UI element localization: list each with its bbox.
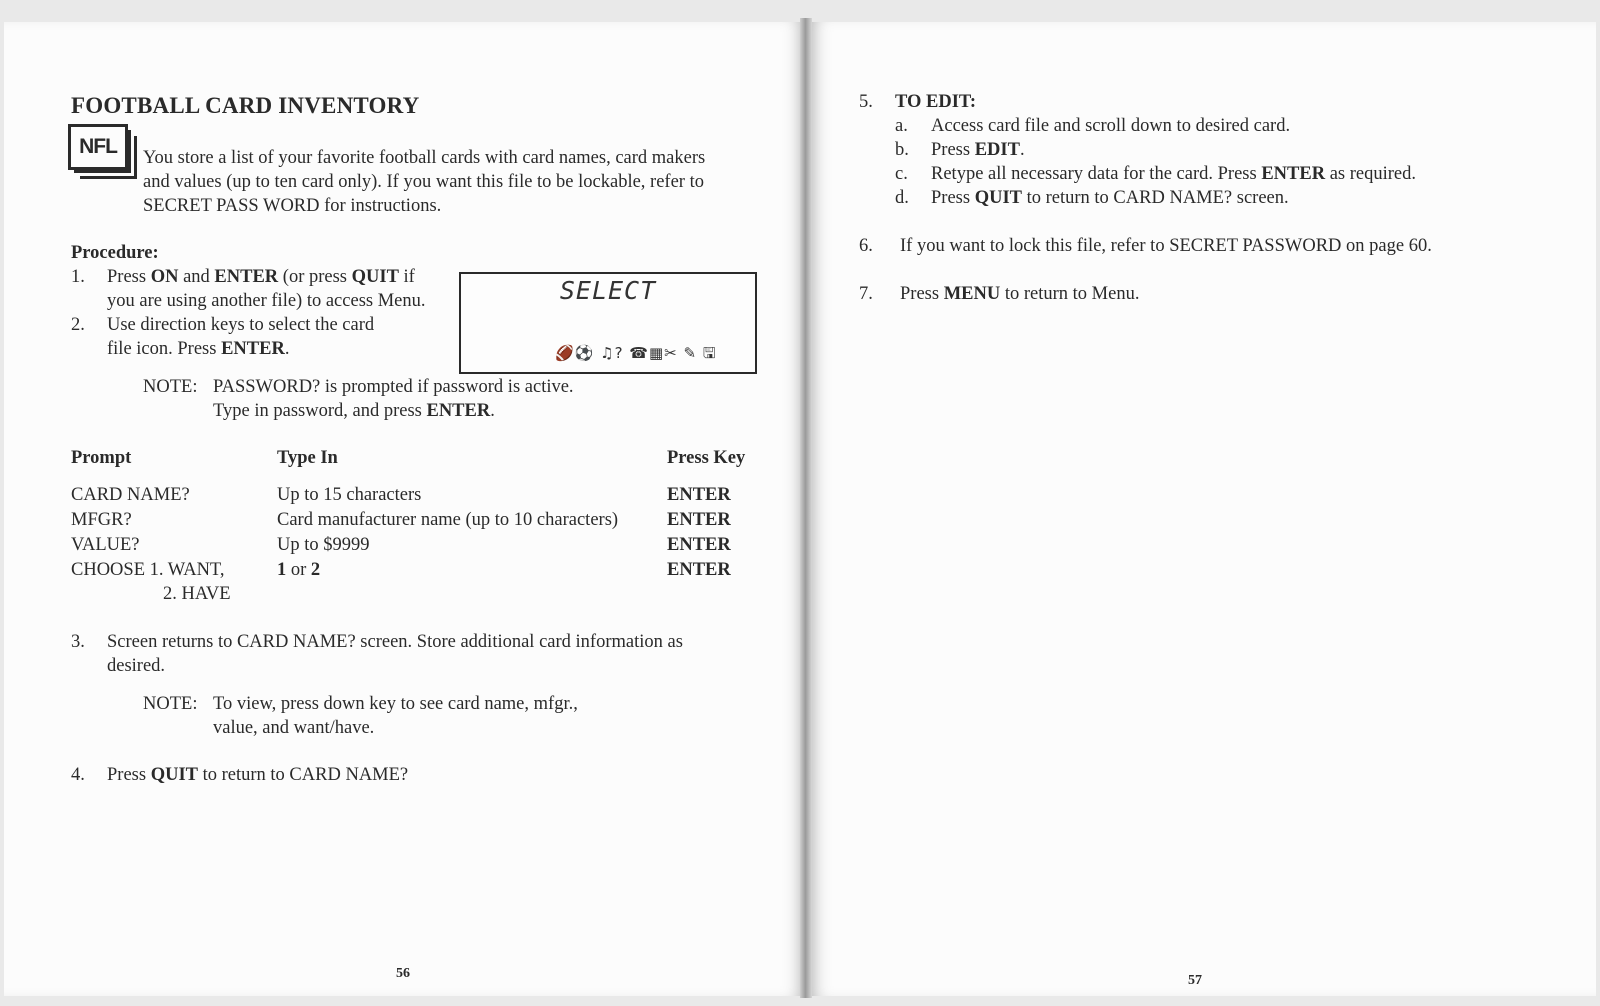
step-2-line-1: Use direction keys to select the card [107,315,375,335]
row-4-prompt: CHOOSE 1. WANT, [71,560,225,580]
step-2-number: 2. [71,315,85,335]
step-1-line-2: you are using another file) to access Menu. [107,291,426,311]
intro-line-3: SECRET PASS WORD for instructions. [143,196,442,216]
note-1-line-1: PASSWORD? is prompted if password is active. [213,377,574,397]
row-1-type-in: Up to 15 characters [277,485,422,505]
row-3-key: ENTER [667,535,731,555]
page-number-right: 57 [1188,973,1202,988]
note-2-label: NOTE: [143,694,198,714]
page-title: FOOTBALL CARD INVENTORY [71,93,420,118]
intro-line-1: You store a list of your favorite football cards with card names, card makers [143,148,706,168]
step-6-number: 6. [859,236,873,256]
step-1-line-1: Press ON and ENTER (or press QUIT if [107,267,415,287]
step-7-number: 7. [859,284,873,304]
row-4-prompt-line-2: 2. HAVE [163,584,231,604]
step-5d-letter: d. [895,188,909,208]
step-7-text: Press MENU to return to Menu. [900,284,1140,304]
step-4-text: Press QUIT to return to CARD NAME? [107,765,409,785]
procedure-heading: Procedure: [71,243,159,263]
step-5c-text: Retype all necessary data for the card. Press ENTER as required. [931,164,1416,184]
nfl-logo [68,124,136,176]
step-3-number: 3. [71,632,85,652]
step-5-heading: TO EDIT: [895,92,977,112]
row-1-prompt: CARD NAME? [71,485,190,505]
step-4-number: 4. [71,765,85,785]
row-2-key: ENTER [667,510,731,530]
step-5c-letter: c. [895,164,908,184]
step-1-number: 1. [71,267,85,287]
page-number-left: 56 [396,966,410,981]
step-5b-letter: b. [895,140,909,160]
table-header-type-in: Type In [277,448,338,468]
row-4-key: ENTER [667,560,731,580]
row-2-type-in: Card manufacturer name (up to 10 characters) [277,510,619,530]
step-2-line-2: file icon. Press ENTER. [107,339,290,359]
step-5-number: 5. [859,92,873,112]
row-1-key: ENTER [667,485,731,505]
note-1-line-2: Type in password, and press ENTER. [213,401,495,421]
nfl-logo-text: NFL [68,124,128,170]
step-5a-text: Access card file and scroll down to desired card. [931,116,1291,136]
intro-line-2: and values (up to ten card only). If you want this file to be lockable, refer to [143,172,704,192]
table-header-prompt: Prompt [71,448,132,468]
step-5b-text: Press EDIT. [931,140,1025,160]
note-2-line-2: value, and want/have. [213,718,375,738]
step-5a-letter: a. [895,116,908,136]
step-3-line-1: Screen returns to CARD NAME? screen. Store additional card information as [107,632,683,652]
lcd-select-screen [459,272,757,374]
table-header-press-key: Press Key [667,448,746,468]
note-2-line-1: To view, press down key to see card name, mfgr., [213,694,578,714]
step-3-line-2: desired. [107,656,166,676]
row-3-prompt: VALUE? [71,535,140,555]
lcd-title: SELECT [559,276,657,305]
step-6-text: If you want to lock this file, refer to SECRET PASSWORD on page 60. [900,236,1432,256]
step-5d-text: Press QUIT to return to CARD NAME? screen. [931,188,1289,208]
book-gutter [800,18,812,998]
row-3-type-in: Up to $9999 [277,535,370,555]
lcd-menu-icons: 🏈⚽ ♫? ☎▦✂ ✎ 🖫 [555,344,717,362]
row-4-type-in: 1 or 2 [277,560,321,580]
row-2-prompt: MFGR? [71,510,132,530]
note-1-label: NOTE: [143,377,198,397]
